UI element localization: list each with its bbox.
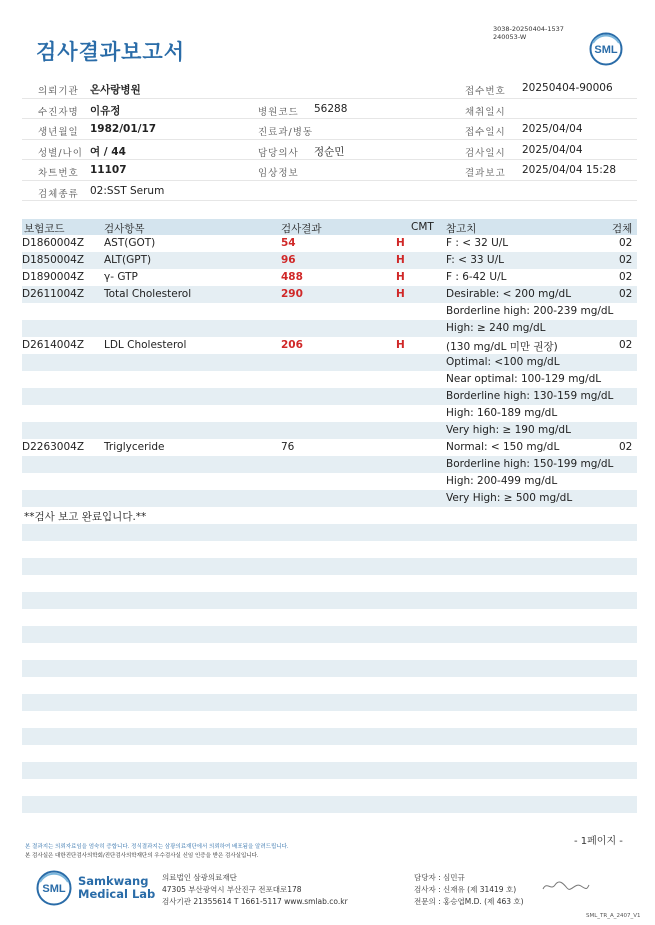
cell-specimen: 02 bbox=[619, 339, 633, 351]
table-header bbox=[22, 219, 637, 235]
hospital-code-value: 56288 bbox=[314, 102, 348, 115]
table-row bbox=[22, 269, 637, 286]
cell-cmt: H bbox=[396, 339, 405, 351]
cell-result: 54 bbox=[281, 237, 296, 249]
table-row bbox=[22, 711, 637, 728]
cell-ref: Borderline high: 130-159 mg/dL bbox=[446, 390, 614, 402]
info-row-1 bbox=[22, 78, 637, 99]
footer-org: 의료법인 삼광의료재단 bbox=[162, 873, 237, 882]
sex-age-label: 성별/나이 bbox=[38, 147, 83, 159]
table-row bbox=[22, 779, 637, 796]
table-row bbox=[22, 796, 637, 813]
cell-ref: (130 mg/dL 미만 권장) bbox=[446, 341, 558, 353]
table-row bbox=[22, 388, 637, 405]
cell-code: D2614004Z bbox=[22, 339, 85, 351]
header-ref: 참고치 bbox=[446, 223, 477, 235]
cell-ref: Borderline high: 150-199 mg/dL bbox=[446, 458, 614, 470]
chart-no-value: 11107 bbox=[90, 164, 127, 176]
cell-code: D2263004Z bbox=[22, 441, 85, 453]
table-row bbox=[22, 609, 637, 626]
cell-ref: High: 160-189 mg/dL bbox=[446, 407, 558, 419]
table-row bbox=[22, 337, 637, 354]
specimen-label: 검체종류 bbox=[38, 188, 79, 200]
table-row bbox=[22, 813, 637, 830]
cell-specimen: 02 bbox=[619, 441, 633, 453]
receipt-date-value: 2025/04/04 bbox=[522, 123, 583, 135]
cell-result: 290 bbox=[281, 288, 303, 300]
table-row bbox=[22, 490, 637, 507]
table-row bbox=[22, 694, 637, 711]
test-date-value: 2025/04/04 bbox=[522, 143, 583, 156]
footer-brand-line-2: Medical Lab bbox=[78, 887, 156, 901]
header-item: 검사항목 bbox=[104, 223, 145, 235]
header-result: 검사결과 bbox=[281, 223, 322, 235]
table-row bbox=[22, 660, 637, 677]
signature-icon bbox=[541, 879, 591, 893]
cell-ref: Borderline high: 200-239 mg/dL bbox=[446, 305, 614, 317]
info-row-2 bbox=[22, 99, 637, 120]
samkwang-logo-text: SML bbox=[42, 883, 66, 895]
footer-staff-2: 검사자 : 신재유 (제 31419 호) bbox=[414, 885, 517, 894]
footer-staff-info bbox=[414, 872, 524, 908]
cell-specimen: 02 bbox=[619, 237, 633, 249]
cell-result: 206 bbox=[281, 339, 303, 351]
footer-address: 47305 부산광역시 부산진구 전포대로178 bbox=[162, 885, 302, 894]
cell-ref: Very high: ≥ 190 mg/dL bbox=[446, 424, 571, 436]
cell-item: ALT(GPT) bbox=[104, 254, 152, 266]
table-row bbox=[22, 541, 637, 558]
table-row bbox=[22, 592, 637, 609]
table-row bbox=[22, 745, 637, 762]
document-code-line-2: 240053-W bbox=[493, 33, 527, 41]
cell-code: D1850004Z bbox=[22, 254, 85, 266]
table-row bbox=[22, 405, 637, 422]
table-row bbox=[22, 320, 637, 337]
header-cmt: CMT bbox=[411, 221, 434, 233]
cell-item: γ- GTP bbox=[104, 271, 138, 283]
footer-brand-line-1: Samkwang bbox=[78, 874, 149, 888]
table-row bbox=[22, 677, 637, 694]
sex-age-value: 여 / 44 bbox=[90, 145, 126, 158]
cell-cmt: H bbox=[396, 288, 405, 300]
cell-ref: Normal: < 150 mg/dL bbox=[446, 441, 560, 453]
header-code: 보험코드 bbox=[24, 223, 65, 235]
cell-specimen: 02 bbox=[619, 254, 633, 266]
table-row bbox=[22, 422, 637, 439]
cell-ref: Very High: ≥ 500 mg/dL bbox=[446, 492, 573, 504]
results-table bbox=[22, 219, 637, 830]
table-row bbox=[22, 439, 637, 456]
cell-item: AST(GOT) bbox=[104, 237, 156, 249]
cell-code: D1890004Z bbox=[22, 271, 85, 283]
report-date-value: 2025/04/04 15:28 bbox=[522, 164, 617, 176]
footer-notice-1: 본 결과지는 의뢰자료임을 엄숙히 증합니다. 정식결과지는 삼광의료재단에서 의뢰하여 배포됨을 알려드립니다. bbox=[25, 844, 289, 850]
cell-ref: High: 200-499 mg/dL bbox=[446, 475, 558, 487]
table-row bbox=[22, 524, 637, 541]
sml-logo-text: SML bbox=[594, 44, 618, 56]
patient-value: 이유정 bbox=[90, 104, 121, 117]
footer-brand bbox=[78, 875, 155, 901]
form-version: SML_TR_A_2407_V1 bbox=[586, 913, 641, 919]
table-row bbox=[22, 371, 637, 388]
document-code-line-1: 3038-20250404-1537 bbox=[493, 25, 564, 33]
chart-no-label: 차트번호 bbox=[38, 168, 79, 179]
patient-label: 수진자명 bbox=[38, 106, 79, 118]
cell-ref: F : 6-42 U/L bbox=[446, 271, 507, 283]
cell-ref: F: < 33 U/L bbox=[446, 254, 505, 266]
hospital-label: 의뢰기관 bbox=[38, 86, 79, 97]
cell-code: D2611004Z bbox=[22, 288, 85, 300]
cell-specimen: 02 bbox=[619, 288, 633, 300]
cell-item: **검사 보고 완료입니다.** bbox=[24, 511, 147, 523]
doctor-value: 정순민 bbox=[314, 145, 345, 158]
table-row bbox=[22, 643, 637, 660]
table-row bbox=[22, 456, 637, 473]
hospital-code-label: 병원코드 bbox=[258, 106, 299, 118]
table-row bbox=[22, 235, 637, 252]
cell-result: 96 bbox=[281, 254, 296, 266]
page-number: - 1페이지 - bbox=[574, 836, 623, 847]
cell-ref: High: ≥ 240 mg/dL bbox=[446, 322, 546, 334]
table-row bbox=[22, 626, 637, 643]
table-row bbox=[22, 558, 637, 575]
report-date-label: 결과보고 bbox=[465, 168, 506, 179]
cell-result: 76 bbox=[281, 441, 295, 453]
test-date-label: 검사일시 bbox=[465, 147, 506, 159]
table-row bbox=[22, 303, 637, 320]
cell-ref: Desirable: < 200 mg/dL bbox=[446, 288, 572, 300]
footer-org-info bbox=[162, 872, 348, 908]
cell-item: Triglyceride bbox=[104, 441, 165, 453]
samkwang-logo-icon bbox=[36, 870, 72, 906]
table-row bbox=[22, 252, 637, 269]
footer-contact: 검사기관 21355614 T 1661-5117 www.smlab.co.kr bbox=[162, 897, 348, 906]
table-row bbox=[22, 354, 637, 371]
footer-staff-3: 전문의 : 홍승엽M.D. (제 463 호) bbox=[414, 897, 524, 906]
table-row bbox=[22, 762, 637, 779]
footer-staff-1: 담당자 : 심민규 bbox=[414, 873, 465, 882]
table-row bbox=[22, 286, 637, 303]
receipt-no-value: 20250404-90006 bbox=[522, 82, 613, 94]
table-row bbox=[22, 507, 637, 524]
receipt-date-label: 접수일시 bbox=[465, 127, 506, 138]
hospital-value: 온사랑병원 bbox=[90, 84, 141, 96]
patient-info-section bbox=[22, 78, 637, 201]
table-row bbox=[22, 575, 637, 592]
table-body bbox=[22, 235, 637, 830]
cell-result: 488 bbox=[281, 271, 303, 283]
info-row-3 bbox=[22, 119, 637, 140]
report-title: 검사결과보고서 bbox=[36, 40, 186, 64]
info-row-6 bbox=[22, 181, 637, 202]
cell-specimen: 02 bbox=[619, 271, 633, 283]
cell-ref: F : < 32 U/L bbox=[446, 237, 509, 249]
cell-ref: Near optimal: 100-129 mg/dL bbox=[446, 373, 602, 385]
birth-value: 1982/01/17 bbox=[90, 123, 157, 135]
document-code bbox=[493, 25, 564, 41]
cell-cmt: H bbox=[396, 271, 405, 283]
footer-notice-2: 본 검사실은 대한진단검사의학회/진단검사의학재단의 우수검사실 신임 인증을 받은 검사실입니다. bbox=[25, 853, 259, 859]
cell-ref: Optimal: <100 mg/dL bbox=[446, 356, 560, 368]
clinical-label: 임상정보 bbox=[258, 168, 299, 179]
table-row bbox=[22, 473, 637, 490]
cell-item: Total Cholesterol bbox=[104, 288, 192, 300]
header-specimen: 검체 bbox=[612, 223, 633, 235]
birth-label: 생년월일 bbox=[38, 127, 79, 138]
table-row bbox=[22, 728, 637, 745]
cell-cmt: H bbox=[396, 254, 405, 266]
info-row-4 bbox=[22, 140, 637, 161]
cell-cmt: H bbox=[396, 237, 405, 249]
sml-logo-icon bbox=[589, 32, 623, 66]
sample-date-label: 채취일시 bbox=[465, 106, 506, 118]
receipt-no-label: 접수번호 bbox=[465, 86, 506, 97]
doctor-label: 담당의사 bbox=[258, 147, 299, 159]
info-row-5 bbox=[22, 160, 637, 181]
cell-item: LDL Cholesterol bbox=[104, 339, 187, 351]
specimen-value: 02:SST Serum bbox=[90, 184, 165, 197]
dept-label: 진료과/병동 bbox=[258, 127, 314, 138]
cell-code: D1860004Z bbox=[22, 237, 85, 249]
